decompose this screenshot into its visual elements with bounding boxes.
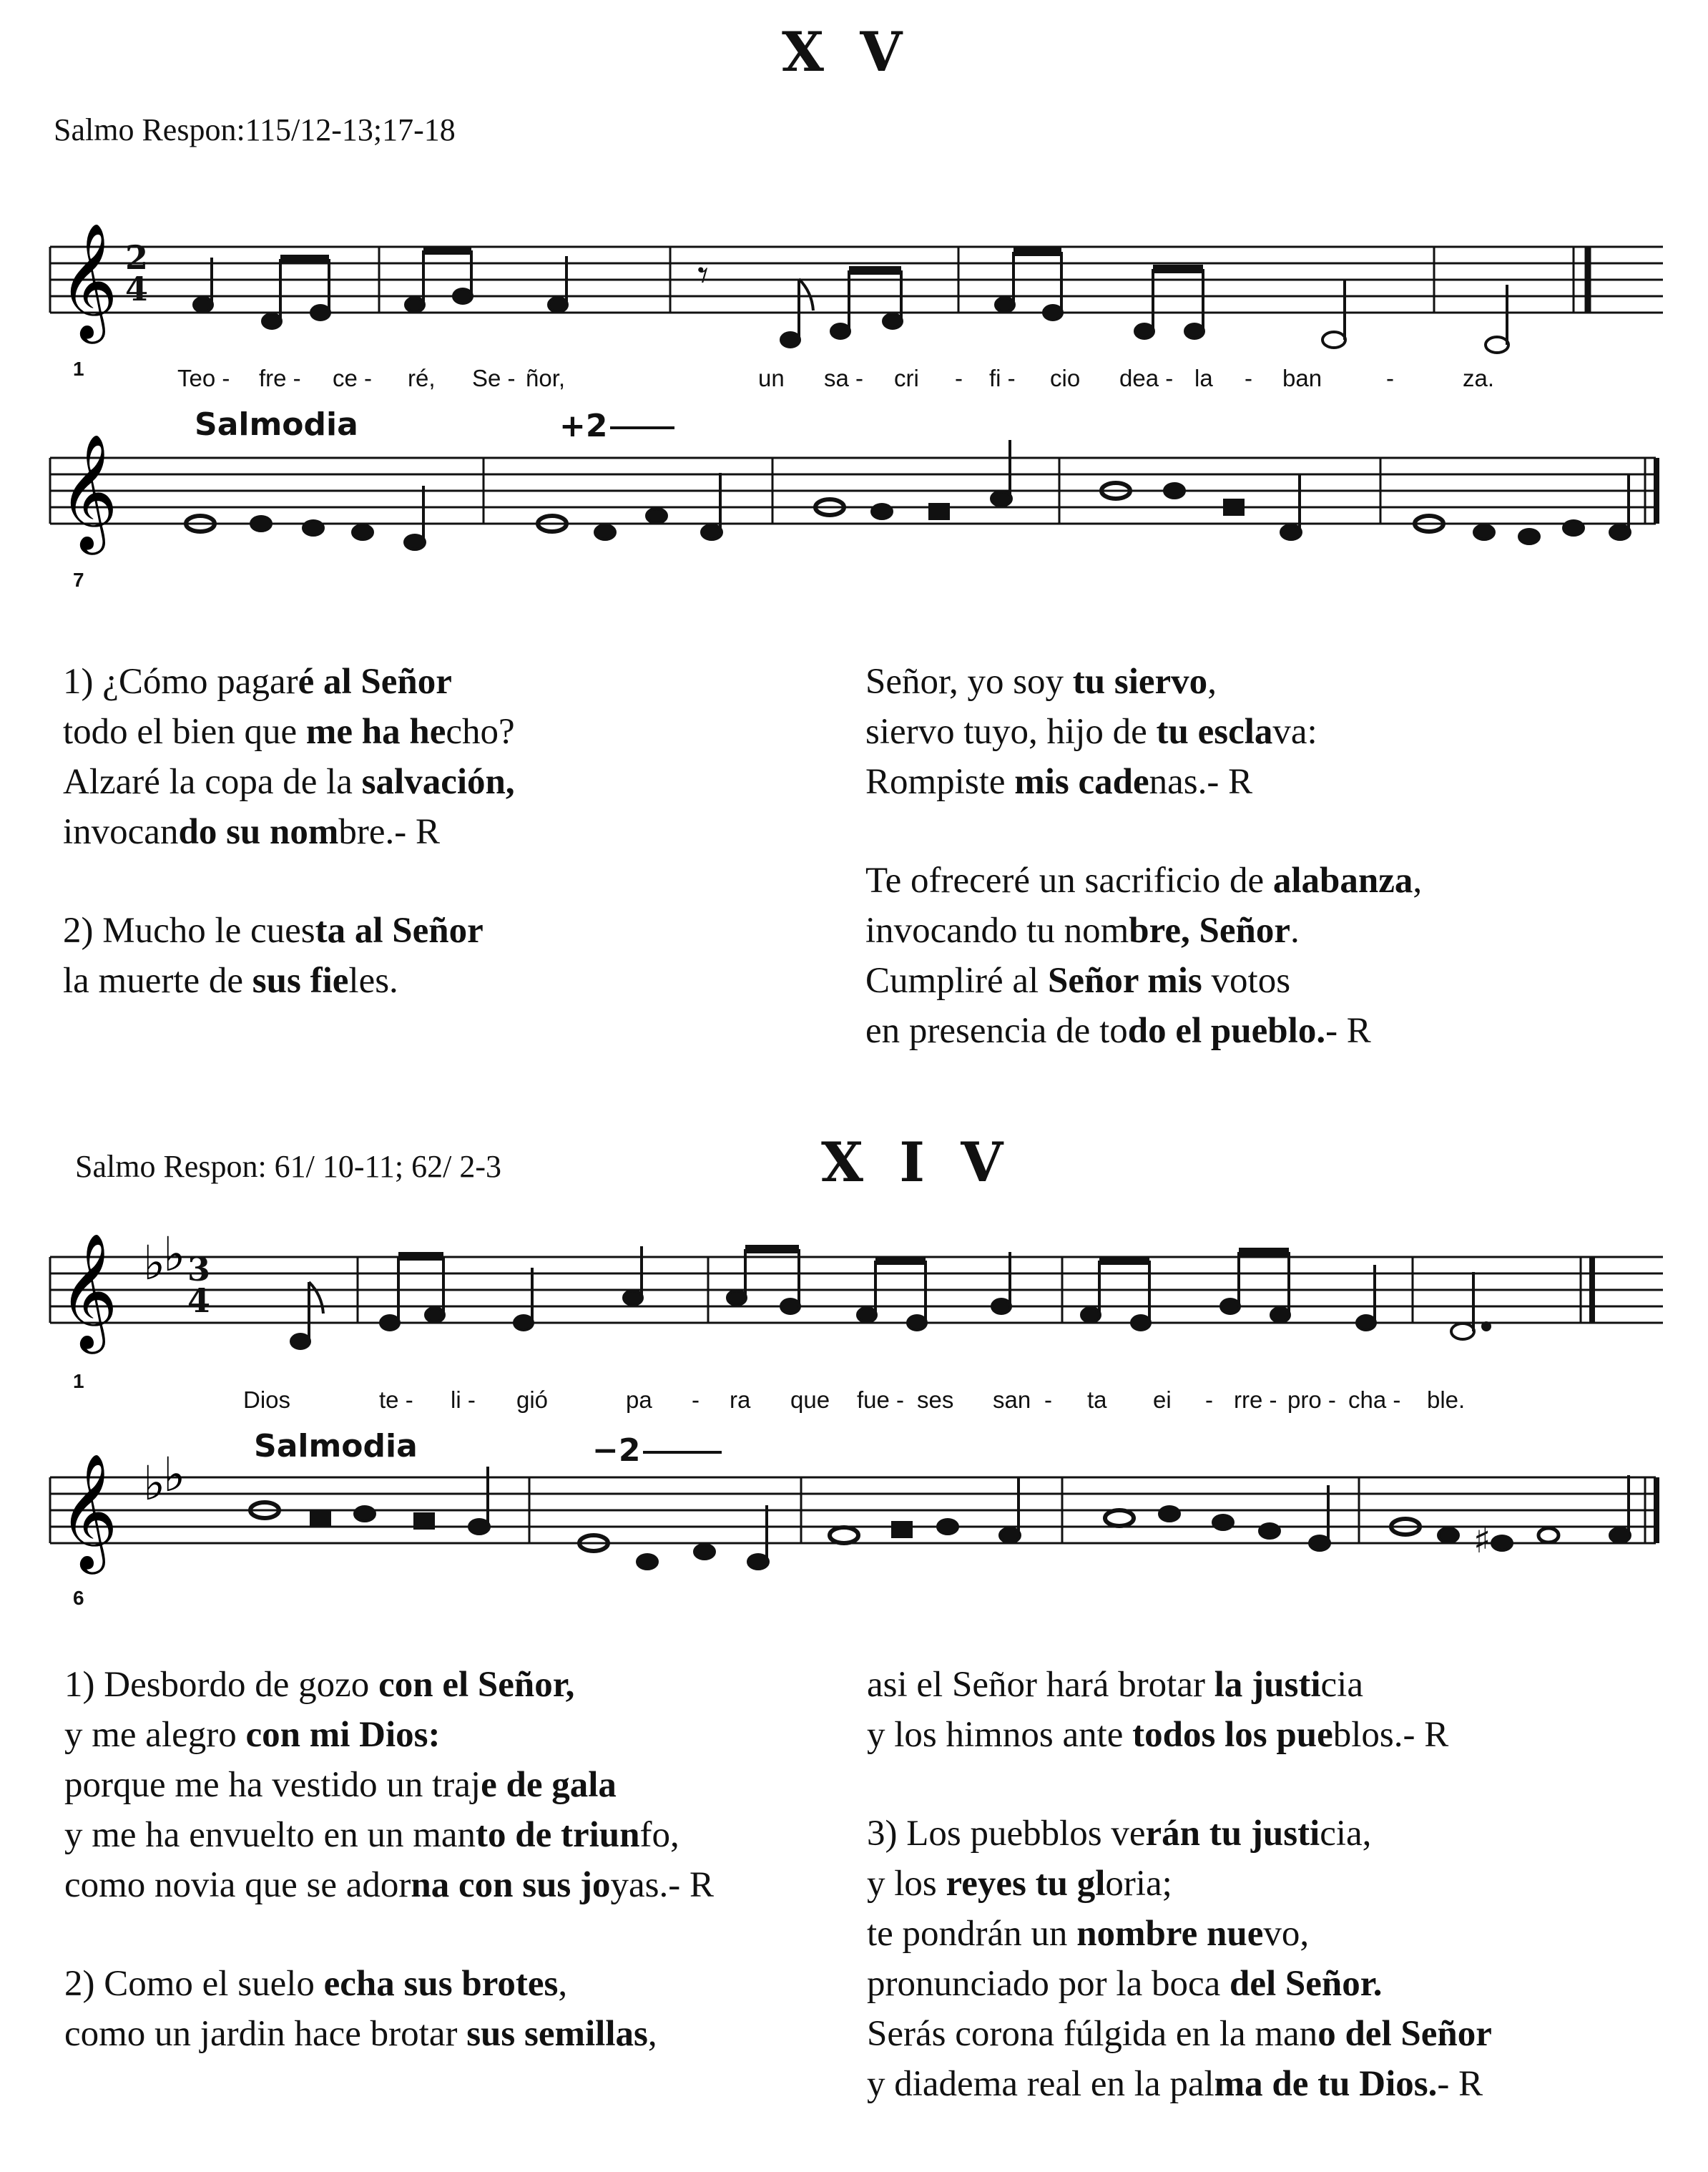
verse-text: yas.- R — [610, 1865, 714, 1905]
time-signature-top: 2 — [125, 238, 149, 277]
verse-text: vo, — [1263, 1914, 1310, 1954]
verse-line — [865, 856, 1422, 906]
verse-text: y me ha envuelto en un man — [64, 1815, 476, 1855]
lyric-syllable: ban — [1282, 365, 1322, 391]
lyric-syllable: ei — [1153, 1386, 1172, 1413]
verse-text: , — [647, 2014, 657, 2054]
lyric-syllable: dea - — [1119, 365, 1174, 391]
psalm-14-reference: Salmo Respon: 61/ 10-11; 62/ 2-3 — [75, 1149, 502, 1184]
lyric-syllable: Dios — [243, 1386, 291, 1413]
verse-text: cia — [1320, 1665, 1363, 1705]
lyric-syllable: za. — [1463, 365, 1495, 391]
verse-line — [867, 1710, 1492, 1760]
verse-text: todo el bien que — [63, 712, 306, 752]
verse-line — [865, 906, 1422, 956]
verse-line — [63, 707, 515, 757]
verse-text: porque me ha vestido un traj — [64, 1765, 481, 1805]
verse-accent-text: mis cade — [1014, 762, 1149, 802]
verse-text: - R — [1325, 1011, 1371, 1051]
lyric-syllable: que — [790, 1386, 830, 1413]
verse-text: va: — [1272, 712, 1317, 752]
verse-accent-text: do el pueblo. — [1127, 1011, 1326, 1051]
lyric-syllable: - — [1044, 1386, 1052, 1413]
verse-text: oria; — [1105, 1864, 1172, 1904]
lyric-syllable: - — [1245, 365, 1252, 391]
verse-text: votos — [1202, 961, 1291, 1001]
verse-text: como novia que se ador — [64, 1865, 411, 1905]
verse-text: 3) Los puebblos ve — [867, 1814, 1146, 1854]
verse-text: . — [1290, 911, 1300, 951]
verse-line — [865, 1006, 1422, 1056]
verse-line — [865, 956, 1422, 1006]
verse-line — [63, 956, 515, 1006]
verse-accent-text: nombre nue — [1076, 1914, 1264, 1954]
verse-line — [867, 1809, 1492, 1859]
lyric-syllable: un — [758, 365, 785, 391]
verse-accent-text: me ha he — [305, 712, 446, 752]
verse-text: Señor, yo soy — [865, 662, 1073, 702]
lyric-syllable: ré, — [408, 365, 436, 391]
lyric-syllable: cha - — [1348, 1386, 1401, 1413]
verse-line — [867, 1959, 1492, 2009]
stanza-gap — [64, 1910, 714, 1959]
verse-text: en presencia de to — [865, 1011, 1128, 1051]
verse-text: blos.- R — [1332, 1715, 1449, 1755]
lyric-syllable: pa — [626, 1386, 652, 1413]
verse-text: Serás corona fúlgida en la man — [867, 2014, 1318, 2054]
verse-accent-text: alabanza — [1272, 861, 1413, 901]
verse-accent-text: con mi Dios: — [245, 1715, 441, 1755]
psalm-15-salmodia-staff — [43, 434, 1667, 562]
flat-icon: ♭ — [143, 1236, 166, 1291]
verse-line — [64, 1660, 714, 1710]
verse-text: Rompiste — [865, 762, 1015, 802]
verse-text: te pondrán un — [867, 1914, 1077, 1954]
verse-text: bre.- R — [338, 812, 440, 852]
verse-accent-text: del Señor. — [1230, 1964, 1383, 2004]
treble-clef-icon: 𝄞 — [59, 222, 118, 339]
treble-clef-icon: 𝄞 — [59, 434, 118, 550]
verse-accent-text: na con sus jo — [411, 1865, 611, 1905]
psalm-14-repeat-mark — [592, 1432, 722, 1469]
verse-accent-text: ta al Señor — [315, 911, 484, 951]
stanza-gap — [63, 857, 515, 906]
psalm-14-number: X I V — [821, 1130, 1012, 1194]
verse-line — [865, 757, 1422, 807]
verse-text: Cumpliré al — [865, 961, 1048, 1001]
verse-text: y los himnos ante — [867, 1715, 1133, 1755]
verse-line — [64, 1710, 714, 1760]
psalm-15-repeat-mark — [559, 408, 674, 444]
lyric-syllable: fi - — [989, 365, 1016, 391]
verse-text: como un jardin hace brotar — [64, 2014, 467, 2054]
verse-accent-text: tu escla — [1156, 712, 1273, 752]
time-signature-bottom: 4 — [187, 1281, 211, 1320]
treble-clef-icon: 𝄞 — [59, 1233, 118, 1349]
verse-accent-text: todos los pue — [1132, 1715, 1333, 1755]
verse-text: nas.- R — [1149, 762, 1253, 802]
time-signature-bottom: 4 — [125, 270, 149, 308]
flat-icon: ♭ — [163, 1447, 186, 1502]
lyric-syllable: cio — [1050, 365, 1081, 391]
psalm-15-verses-right — [865, 657, 1422, 1056]
lyric-syllable: sa - — [824, 365, 864, 391]
verse-line — [64, 1860, 714, 1910]
verse-accent-text: sus fie — [252, 961, 349, 1001]
verse-line — [867, 2059, 1492, 2109]
verse-line — [63, 657, 515, 707]
verse-accent-text: é al Señor — [298, 662, 452, 702]
verse-text: pronunciado por la boca — [867, 1964, 1230, 2004]
verse-accent-text: sus semillas — [466, 2014, 648, 2054]
verse-text: siervo tuyo, hijo de — [865, 712, 1157, 752]
verse-line — [63, 807, 515, 857]
svg-text:𝄾: 𝄾 — [697, 250, 709, 300]
psalm-14-salmodia-staff — [43, 1447, 1667, 1581]
verse-text: invocan — [63, 812, 179, 852]
measure-number-1: 1 — [73, 1370, 84, 1392]
verse-line — [865, 707, 1422, 757]
verse-line — [867, 2009, 1492, 2059]
verse-text: fo, — [639, 1815, 679, 1855]
sharp-icon: ♯ — [1473, 1520, 1491, 1561]
verse-line — [63, 906, 515, 956]
lyric-syllable: ses — [917, 1386, 954, 1413]
psalm-14-verses-right — [867, 1660, 1492, 2109]
flat-icon: ♭ — [163, 1227, 186, 1282]
verse-text: la muerte de — [63, 961, 252, 1001]
repeat-mark-text: +2 — [559, 408, 608, 444]
verse-text: Alzaré la copa de la — [63, 762, 362, 802]
verse-text: Te ofreceré un sacrificio de — [865, 861, 1273, 901]
lyric-syllable: la — [1194, 365, 1213, 391]
verse-line — [64, 1959, 714, 2009]
verse-line — [63, 757, 515, 807]
lyric-syllable: - — [955, 365, 963, 391]
verse-accent-text: Señor mis — [1047, 961, 1202, 1001]
lyric-syllable: li - — [451, 1386, 476, 1413]
lyric-syllable: - — [1386, 365, 1394, 391]
verse-accent-text: con el Señor, — [378, 1665, 575, 1705]
measure-number-7: 7 — [73, 569, 84, 591]
verse-accent-text: reyes tu gl — [946, 1864, 1106, 1904]
psalm-15-reference: Salmo Respon:115/12-13;17-18 — [54, 112, 456, 147]
verse-text: y me alegro — [64, 1715, 246, 1755]
verse-accent-text: do su nom — [178, 812, 339, 852]
verse-text: 2) Como el suelo — [64, 1964, 324, 2004]
verse-accent-text: tu siervo — [1072, 662, 1208, 702]
lyric-syllable: rre - — [1234, 1386, 1277, 1413]
psalm-15-number: X V — [782, 20, 911, 84]
time-signature-top: 3 — [187, 1250, 211, 1288]
verse-text: , — [558, 1964, 568, 2004]
stanza-gap — [865, 807, 1422, 856]
verse-text: cia, — [1320, 1814, 1372, 1854]
lyric-syllable: ta — [1087, 1386, 1107, 1413]
stanza-gap — [867, 1760, 1492, 1809]
psalm-14-salmodia-label: Salmodia — [254, 1428, 418, 1464]
flat-icon: ♭ — [143, 1456, 166, 1511]
measure-number-6: 6 — [73, 1587, 84, 1609]
lyric-syllable: cri — [894, 365, 919, 391]
verse-accent-text: to de triun — [476, 1815, 640, 1855]
verse-text: 1) Desbordo de gozo — [64, 1665, 379, 1705]
verse-text: 2) Mucho le cues — [63, 911, 315, 951]
verse-line — [867, 1909, 1492, 1959]
verse-text: y los — [867, 1864, 946, 1904]
lyric-syllable: pro - — [1287, 1386, 1336, 1413]
verse-text: 1) ¿Cómo pagar — [63, 662, 298, 702]
verse-line — [64, 2009, 714, 2059]
verse-text: - R — [1437, 2064, 1483, 2104]
psalm-14-verses-left — [64, 1660, 714, 2059]
verse-text: asi el Señor hará brotar — [867, 1665, 1214, 1705]
lyric-syllable: san — [993, 1386, 1031, 1413]
measure-number-1: 1 — [73, 358, 84, 380]
verse-accent-text: rán tu justi — [1145, 1814, 1320, 1854]
verse-line — [64, 1760, 714, 1810]
lyric-syllable: ra — [730, 1386, 751, 1413]
repeat-mark-text: −2 — [592, 1432, 641, 1469]
lyric-syllable: Se - — [472, 365, 516, 391]
lyric-syllable: - — [692, 1386, 700, 1413]
lyric-syllable: te - — [379, 1386, 413, 1413]
verse-accent-text: echa sus brotes — [323, 1964, 559, 2004]
lyric-syllable: Teo - — [177, 365, 230, 391]
treble-clef-icon: 𝄞 — [59, 1453, 118, 1570]
lyric-syllable: ce - — [333, 365, 373, 391]
lyric-syllable: - — [1205, 1386, 1213, 1413]
psalm-14-refrain-notes — [43, 1246, 1659, 1361]
lyric-syllable: ñor, — [526, 365, 566, 391]
verse-line — [865, 657, 1422, 707]
verse-accent-text: salvación, — [361, 762, 515, 802]
verse-accent-text: la justi — [1214, 1665, 1321, 1705]
psalm-15-refrain-notes — [43, 236, 1659, 351]
verse-accent-text: e de gala — [481, 1765, 617, 1805]
verse-text: y diadema real en la pal — [867, 2064, 1214, 2104]
verse-line — [867, 1660, 1492, 1710]
psalm-15-verses-left — [63, 657, 515, 1006]
lyric-syllable: gió — [516, 1386, 549, 1413]
verse-text: les. — [348, 961, 398, 1001]
verse-text: cho? — [446, 712, 515, 752]
lyric-syllable: fre - — [259, 365, 301, 391]
verse-line — [867, 1859, 1492, 1909]
verse-accent-text: ma de tu Dios. — [1214, 2064, 1438, 2104]
verse-text: invocando tu nom — [865, 911, 1129, 951]
verse-accent-text: o del Señor — [1317, 2014, 1492, 2054]
verse-accent-text: bre, Señor — [1129, 911, 1290, 951]
verse-text: , — [1207, 662, 1217, 702]
psalm-15-salmodia-label: Salmodia — [195, 406, 358, 443]
verse-text: , — [1413, 861, 1423, 901]
verse-line — [64, 1810, 714, 1860]
lyric-syllable: ble. — [1427, 1386, 1466, 1413]
lyric-syllable: fue - — [857, 1386, 905, 1413]
